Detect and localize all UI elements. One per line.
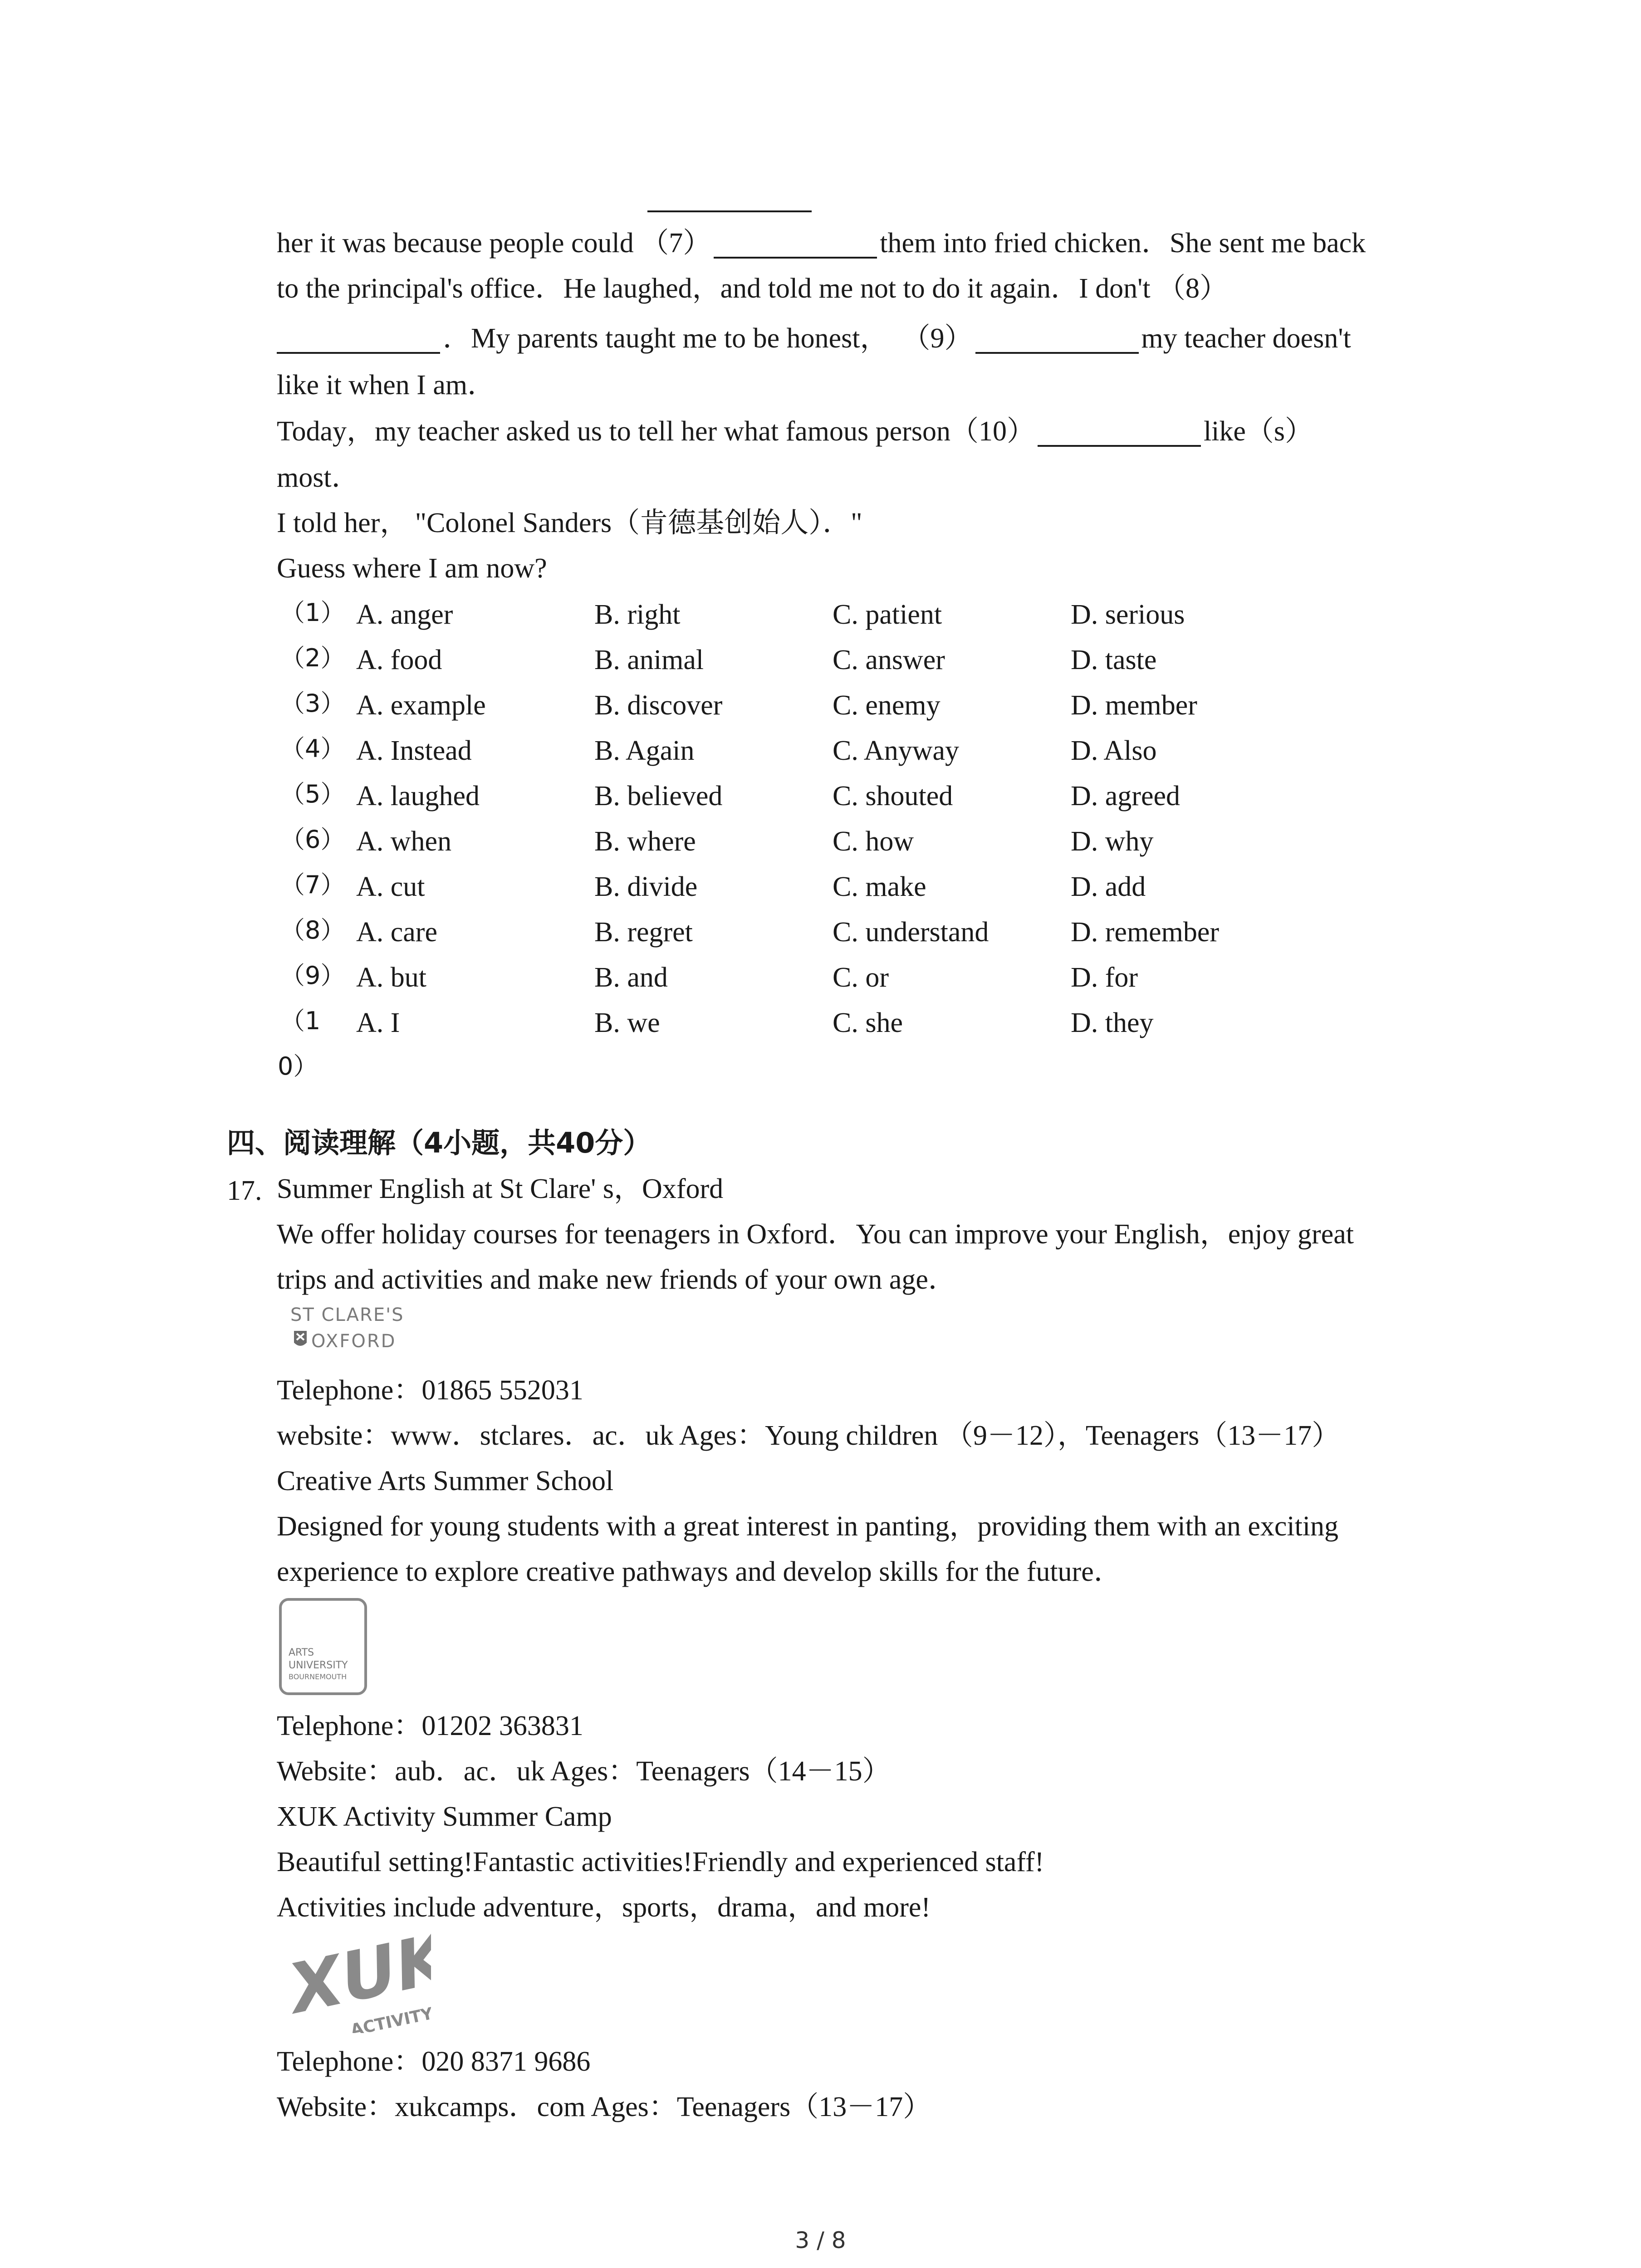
option-number: （4） [280, 734, 345, 763]
xuk-activity-logo [281, 1933, 431, 2033]
option-number: （6） [280, 825, 345, 854]
option-number: （5） [280, 780, 345, 808]
option-number: （3） [280, 689, 345, 718]
website-stclares: website：www．stclares．ac．uk Ages：Young children （9－12），Teenagers（13－17） [277, 1420, 1340, 1451]
cloze-line-4: like it when I am． [277, 370, 496, 401]
option-a: A. Instead [356, 735, 472, 766]
option-number: （2） [280, 644, 345, 672]
telephone-xuk: Telephone：020 8371 9686 [277, 2046, 591, 2077]
arts-university-logo-graphic [279, 1598, 367, 1696]
cloze-text: like（s） [1203, 416, 1313, 447]
option-d: D. for [1071, 962, 1138, 993]
answer-blank-9 [975, 352, 1139, 354]
cloze-line-1 [277, 229, 1366, 259]
option-d: D. serious [1071, 599, 1185, 630]
option-c: C. she [833, 1007, 903, 1038]
xuk-activity-logo-graphic [281, 1933, 431, 2033]
cloze-text: her it was because people could （7） [277, 228, 711, 259]
cloze-line-5 [277, 417, 1313, 447]
option-number: （7） [280, 870, 345, 899]
cloze-line-3 [277, 324, 1351, 354]
question-number: 17. [227, 1175, 262, 1206]
option-b: B. right [594, 599, 681, 630]
option-d: D. member [1071, 690, 1197, 721]
option-b: B. discover [594, 690, 723, 721]
option-b: B. divide [594, 871, 698, 902]
ad-desc-line: experience to explore creative pathways and develop skills for the future． [277, 1556, 1122, 1587]
page-number: 3 / 8 [795, 2227, 846, 2253]
option-c: C. shouted [833, 781, 953, 811]
ad-title-creative-arts: Creative Arts Summer School [277, 1466, 614, 1496]
logo-text-line1: ARTS [289, 1647, 314, 1658]
logo-text-line1: ST CLARE'S [290, 1305, 404, 1325]
option-a: A. food [356, 645, 442, 675]
shield-icon [294, 1331, 307, 1346]
answer-blank-6 [647, 210, 812, 212]
option-b: B. regret [594, 917, 693, 948]
option-d: D. remember [1071, 917, 1220, 948]
option-b: B. we [594, 1007, 660, 1038]
answer-blank-8 [277, 352, 440, 354]
st-clares-logo [290, 1302, 413, 1361]
option-d: D. taste [1071, 645, 1157, 675]
option-d: D. they [1071, 1007, 1154, 1038]
option-a: A. anger [356, 599, 453, 630]
option-a: A. laughed [356, 781, 480, 811]
option-c: C. how [833, 826, 914, 857]
option-a: A. when [356, 826, 452, 857]
cloze-line-7: I told her， "Colonel Sanders（肯德基创始人）．" [277, 508, 862, 538]
option-b: B. believed [594, 781, 723, 811]
option-a: A. care [356, 917, 437, 948]
cloze-line-8: Guess where I am now? [277, 553, 547, 584]
option-c: C. make [833, 871, 926, 902]
ad-title-xuk: XUK Activity Summer Camp [277, 1801, 612, 1832]
option-b: B. Again [594, 735, 695, 766]
option-c: C. or [833, 962, 889, 993]
option-number: （1） [280, 598, 345, 627]
ad-intro-line: trips and activities and make new friends of your own age． [277, 1264, 956, 1295]
option-b: B. animal [594, 645, 704, 675]
option-c: C. understand [833, 917, 989, 948]
logo-text-line2: OXFORD [311, 1331, 397, 1352]
website-xuk: Website：xukcamps．com Ages：Teenagers（13－17） [277, 2092, 931, 2122]
cloze-text: Today，my teacher asked us to tell her what famous person（10） [277, 416, 1035, 447]
ad-desc-line: Beautiful setting!Fantastic activities!Friendly and experienced staff! [277, 1847, 1044, 1877]
answer-blank-10 [1038, 445, 1201, 447]
option-a: A. I [356, 1007, 400, 1038]
option-c: C. patient [833, 599, 942, 630]
cloze-line-2: to the principal's office．He laughed，and told me not to do it again．I don't （8） [277, 273, 1228, 304]
option-a: A. cut [356, 871, 425, 902]
st-clares-logo-graphic [290, 1302, 413, 1361]
ad-title-stclares: Summer English at St Clare' s，Oxford [277, 1173, 724, 1204]
cloze-text: them into fried chicken．She sent me back [880, 228, 1366, 259]
cloze-text: my teacher doesn't [1141, 323, 1351, 354]
option-number-wrap: 0） [278, 1052, 318, 1080]
logo-text-sub: ACTIVITY [349, 2004, 431, 2033]
logo-text-line2: UNIVERSITY [289, 1660, 348, 1671]
logo-text-line3: BOURNEMOUTH [289, 1672, 347, 1681]
option-c: C. answer [833, 645, 945, 675]
option-number: （9） [280, 961, 345, 990]
option-b: B. and [594, 962, 668, 993]
option-b: B. where [594, 826, 696, 857]
option-c: C. enemy [833, 690, 941, 721]
arts-university-logo [279, 1598, 367, 1696]
cloze-text: ．My parents taught me to be honest， （9） [443, 323, 973, 354]
option-d: D. agreed [1071, 781, 1180, 811]
option-number: （8） [280, 916, 345, 944]
website-creative-arts: Website：aub．ac．uk Ages：Teenagers（14－15） [277, 1756, 891, 1787]
logo-text-main: XUK [282, 1933, 431, 2029]
option-d: D. why [1071, 826, 1154, 857]
cloze-line-6: most． [277, 462, 360, 493]
section-heading: 四、阅读理解（4小题，共40分） [227, 1126, 652, 1159]
telephone-stclares: Telephone：01865 552031 [277, 1375, 583, 1406]
option-a: A. example [356, 690, 486, 721]
option-c: C. Anyway [833, 735, 959, 766]
telephone-creative-arts: Telephone：01202 363831 [277, 1711, 583, 1741]
option-d: D. Also [1071, 735, 1157, 766]
ad-desc-line: Activities include adventure，sports，drama，and more! [277, 1892, 931, 1923]
ad-desc-line: Designed for young students with a great interest in panting，providing them with an exciting [277, 1511, 1339, 1542]
ad-intro-line: We offer holiday courses for teenagers in Oxford．You can improve your English，enjoy great [277, 1219, 1354, 1250]
option-number: （1 [280, 1007, 321, 1035]
option-d: D. add [1071, 871, 1146, 902]
option-a: A. but [356, 962, 426, 993]
answer-blank-7 [714, 257, 877, 259]
